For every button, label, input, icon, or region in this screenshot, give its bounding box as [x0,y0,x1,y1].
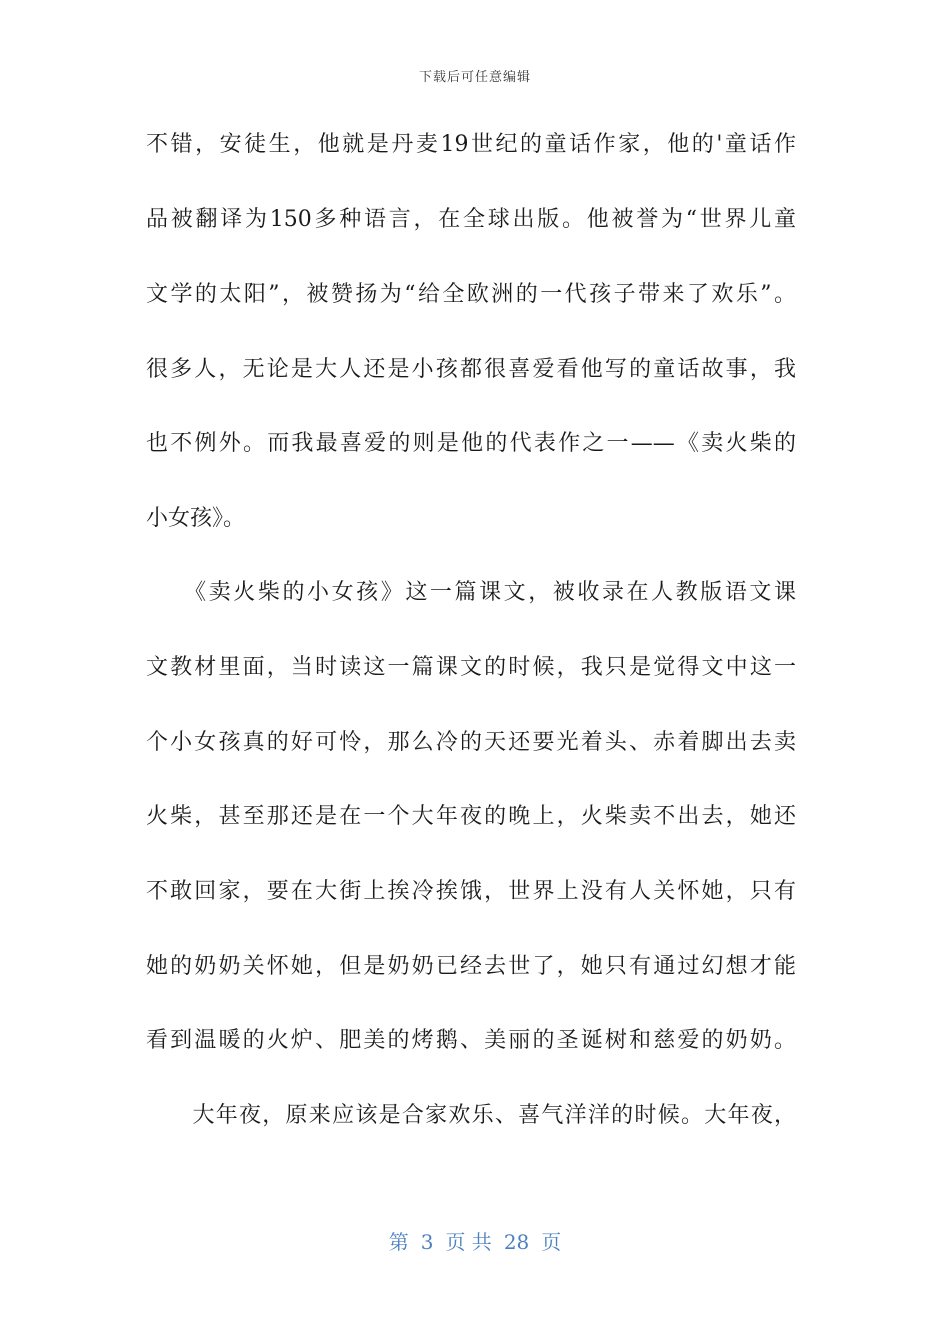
footer-suffix: 页 [541,1230,562,1254]
text-line: 小女孩》。 [146,506,246,531]
text-line: 看到温暖的火炉、肥美的烤鹅、美丽的圣诞树和慈爱的奶奶。 [146,1028,796,1053]
page-header: 下载后可任意编辑 [418,70,531,85]
text-line: 她的奶奶关怀她，但是奶奶已经去世了，她只有通过幻想才能 [146,954,796,979]
text-line: 也不例外。而我最喜爱的则是他的代表作之一——《卖火柴的 [146,431,796,456]
text-line: 《卖火柴的小女孩》这一篇课文，被收录在人教版语文课 [146,580,796,605]
text-line: 品被翻译为150多种语言，在全球出版。他被誉为“世界儿童 [146,207,796,232]
total-pages: 28 [503,1230,530,1254]
text-line: 文学的太阳”，被赞扬为“给全欧洲的一代孩子带来了欢乐”。 [146,282,796,307]
text-line: 不敢回家，要在大街上挨冷挨饿，世界上没有人关怀她，只有 [146,879,796,904]
text-line: 不错，安徒生，他就是丹麦19世纪的童话作家，他的'童话作 [146,132,796,157]
text-line: 文教材里面，当时读这一篇课文的时候，我只是觉得文中这一 [146,655,796,680]
text-line: 个小女孩真的好可怜，那么冷的天还要光着头、赤着脚出去卖 [146,730,796,755]
footer-middle: 页 共 [445,1230,492,1254]
text-line: 火柴，甚至那还是在一个大年夜的晚上，火柴卖不出去，她还 [146,804,796,829]
footer-prefix: 第 [388,1230,409,1254]
text-line: 大年夜，原来应该是合家欢乐、喜气洋洋的时候。大年夜， [146,1103,796,1128]
page-footer [0,1226,950,1255]
text-line: 很多人，无论是大人还是小孩都很喜爱看他写的童话故事，我 [146,357,796,382]
page-number: 3 [420,1230,434,1254]
